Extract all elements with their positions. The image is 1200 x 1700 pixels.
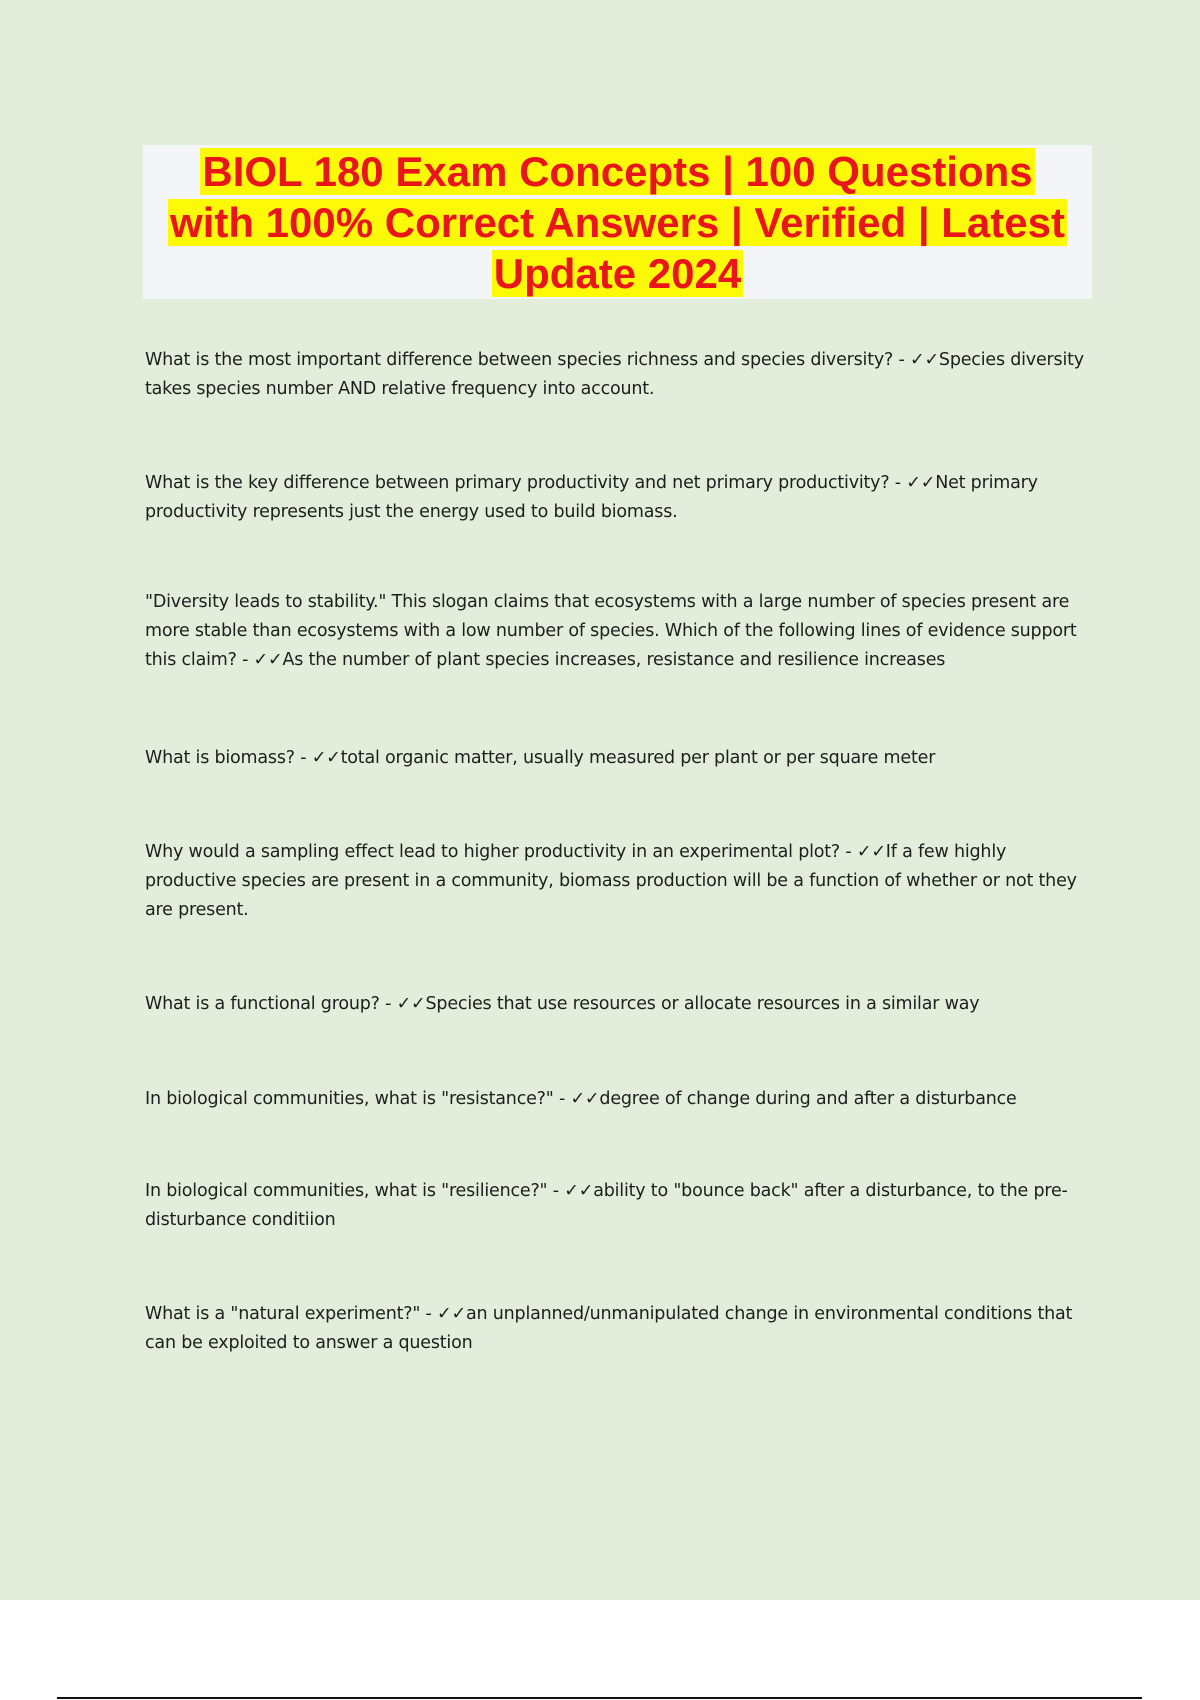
answer-separator: -: [893, 350, 910, 370]
question-text: What is a "natural experiment?": [145, 1304, 421, 1324]
qa-item-9: [145, 1300, 1090, 1358]
answer-text: As the number of plant species increases, resistance and resilience increases: [282, 650, 946, 670]
footer-rule: [57, 1697, 1142, 1699]
answer-text: degree of change during and after a disturbance: [599, 1089, 1017, 1109]
answer-text: an unplanned/unmanipulated change in environmental conditions that can be exploited to answer a question: [145, 1304, 1073, 1353]
checkmark-icon: ✓✓: [437, 1304, 466, 1324]
answer-separator: -: [420, 1304, 438, 1324]
question-text: In biological communities, what is "resistance?": [145, 1089, 554, 1109]
checkmark-icon: ✓✓: [564, 1181, 594, 1201]
question-text: What is the most important difference between species richness and species diversity?: [145, 350, 894, 370]
answer-text: Net primary productivity represents just the energy used to build biomass.: [145, 473, 1038, 522]
qa-item-3: [145, 588, 1090, 675]
checkmark-icon: ✓✓: [856, 842, 886, 862]
question-text: In biological communities, what is "resilience?": [145, 1181, 548, 1201]
answer-separator: -: [294, 748, 312, 768]
qa-item-1: [145, 346, 1090, 404]
answer-separator: -: [547, 1181, 565, 1201]
qa-item-6: [145, 990, 1090, 1019]
checkmark-icon: ✓✓: [396, 994, 426, 1014]
checkmark-icon: ✓✓: [906, 473, 936, 493]
qa-item-4: [145, 744, 1090, 773]
question-text: What is the key difference between primary productivity and net primary productivity?: [145, 473, 890, 493]
checkmark-icon: ✓✓: [570, 1089, 600, 1109]
answer-separator: -: [553, 1089, 571, 1109]
qa-item-2: [145, 469, 1090, 527]
answer-separator: -: [840, 842, 857, 862]
question-text: What is biomass?: [145, 748, 295, 768]
answer-text: ability to "bounce back" after a disturbance, to the pre-disturbance conditiion: [145, 1181, 1068, 1230]
question-text: Why would a sampling effect lead to higher productivity in an experimental plot?: [145, 842, 841, 862]
answer-text: Species diversity takes species number AND relative frequency into account.: [145, 350, 1084, 399]
question-text: "Diversity leads to stability." This slogan claims that ecosystems with a large number of species present are more stable than ecosystems with a low number of species. Which of the following lines of evidence support this claim?: [145, 592, 1077, 670]
answer-separator: -: [379, 994, 397, 1014]
qa-item-8: [145, 1177, 1090, 1235]
checkmark-icon: ✓✓: [311, 748, 341, 768]
title-box: [143, 145, 1092, 299]
document-title: [168, 146, 1068, 299]
answer-separator: -: [889, 473, 907, 493]
checkmark-icon: ✓✓: [253, 650, 283, 670]
qa-item-5: [145, 838, 1090, 925]
title-text: BIOL 180 Exam Concepts | 100 Questions with 100% Correct Answers | Verified | Latest Update 2024: [170, 147, 1065, 297]
question-text: What is a functional group?: [145, 994, 380, 1014]
answer-text: total organic matter, usually measured per plant or per square meter: [340, 748, 936, 768]
checkmark-icon: ✓✓: [909, 350, 939, 370]
answer-text: If a few highly productive species are present in a community, biomass production will be a function of whether or not they are present.: [145, 842, 1077, 920]
answer-text: Species that use resources or allocate resources in a similar way: [425, 994, 980, 1014]
qa-item-7: [145, 1085, 1090, 1114]
answer-separator: -: [236, 650, 254, 670]
